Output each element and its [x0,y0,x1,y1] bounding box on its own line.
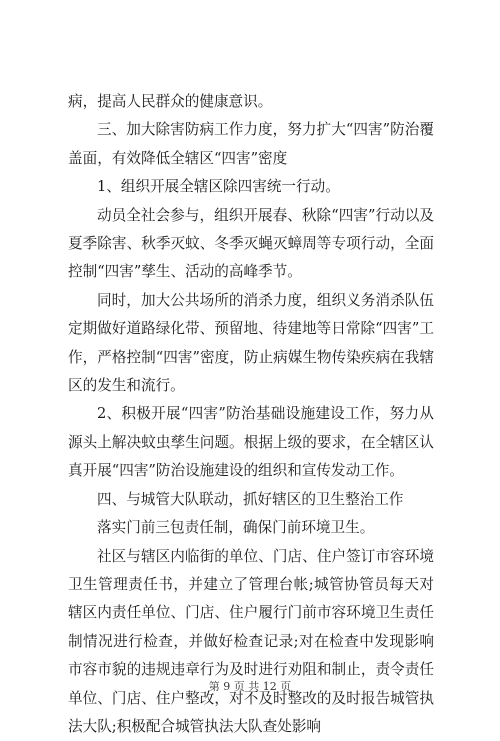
paragraph-3: 1、组织开展全辖区除四害统一行动。 [68,173,434,201]
paragraph-9: 社区与辖区内临街的单位、门店、住户签订市容环境卫生管理责任书，并建立了管理台帐;城管协管员每天对辖区内责任单位、门店、住户履行门前市容环境卫生责任制情况进行检查，并做好检查记录;对在检查中发现影响市容市貌的违规违章行为及时进行劝阻和制止，责令责任单位、门店、住户整改，对不及时整改的及时报告城管执法大队;积极配合城管执法大队查处影响 [68,543,434,741]
page-number-footer: 第 9 页 共 12 页 [0,678,500,694]
paragraph-2: 三、加大除害防病工作力度，努力扩大“四害”防治覆盖面，有效降低全辖区“四害”密度 [68,116,434,173]
paragraph-5: 同时，加大公共场所的消杀力度，组织义务消杀队伍定期做好道路绿化带、预留地、待建地等日常除“四害”工作，严格控制“四害”密度，防止病媒生物传染疾病在我辖区的发生和流行。 [68,287,434,401]
document-body [68,88,434,741]
paragraph-1: 病，提高人民群众的健康意识。 [68,88,434,116]
paragraph-6: 2、积极开展“四害”防治基础设施建设工作，努力从源头上解决蚊虫孳生问题。根据上级的要求，在全辖区认真开展“四害”防治设施建设的组织和宣传发动工作。 [68,400,434,485]
paragraph-7: 四、与城管大队联动，抓好辖区的卫生整治工作 [68,486,434,514]
paragraph-8: 落实门前三包责任制，确保门前环境卫生。 [68,514,434,542]
paragraph-4: 动员全社会参与，组织开展春、秋除“四害”行动以及夏季除害、秋季灭蚊、冬季灭蝇灭蟑周等专项行动，全面控制“四害”孳生、活动的高峰季节。 [68,202,434,287]
